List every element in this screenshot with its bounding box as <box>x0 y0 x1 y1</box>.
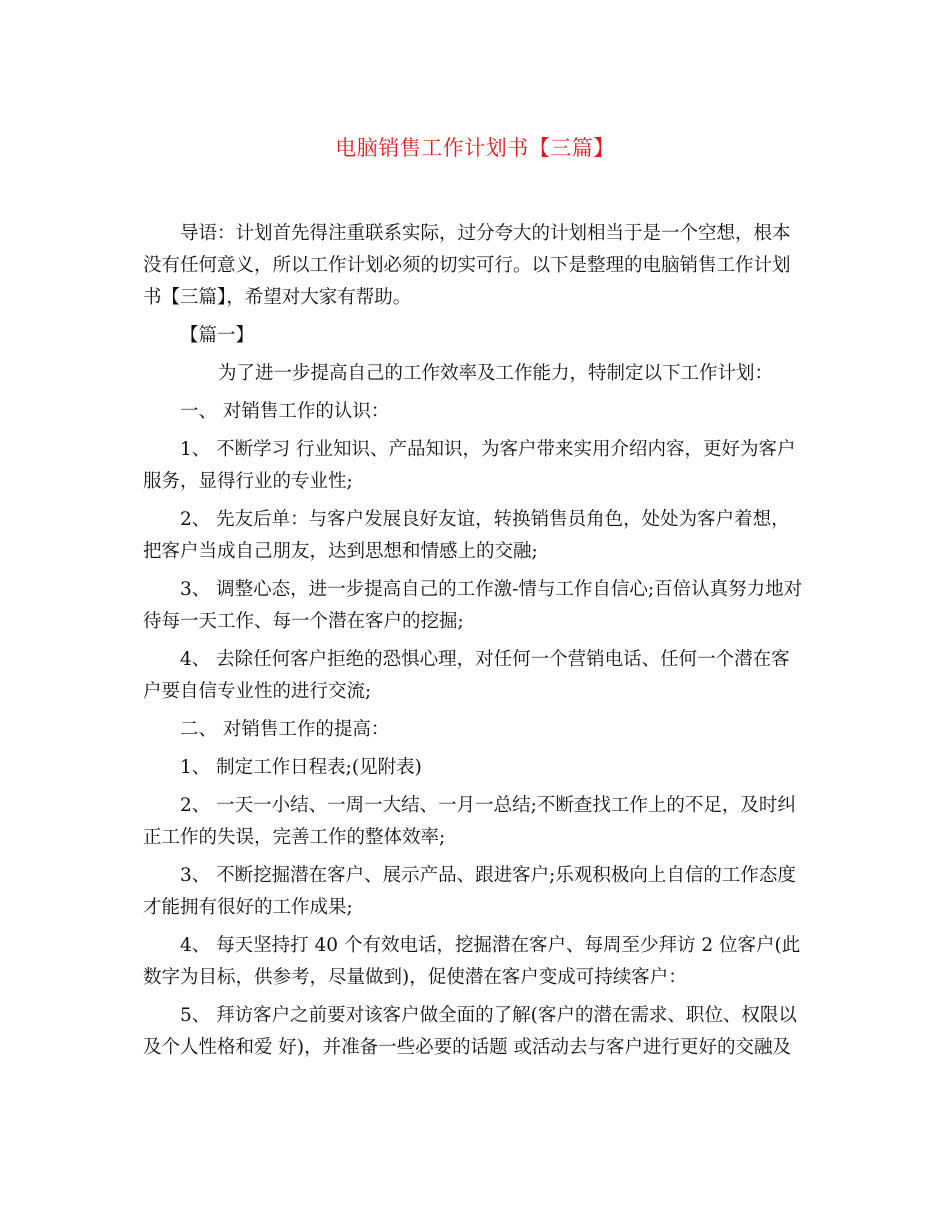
intro-paragraph: 导语：计划首先得注重联系实际，过分夸大的计划相当于是一个空想，根本没有任何意义，所以工作计划必须的切实可行。以下是整理的电脑销售工作计划书【三篇】，希望对大家有帮助。 <box>143 223 791 308</box>
section-heading-part-one: 【篇一】 <box>180 325 255 346</box>
document-body <box>143 218 808 1070</box>
section-heading-understanding: 一、 对销售工作的认识： <box>180 401 390 422</box>
document-title: 电脑销售工作计划书【三篇】 <box>335 136 615 160</box>
list-item: 5、 拜访客户之前要对该客户做全面的了解(客户的潜在需求、职位、权限以及个人性格和爱 好)，并准备一些必要的话题 或活动去与客户进行更好的交融及 <box>143 1005 797 1058</box>
list-item: 1、 不断学习 行业知识、产品知识，为客户带来实用介绍内容，更好为客户服务，显得行业的专业性; <box>143 439 796 492</box>
list-item: 1、 制定工作日程表;(见附表) <box>180 757 422 778</box>
list-item: 2、 先友后单：与客户发展良好友谊，转换销售员角色，处处为客户着想，把客户当成自己朋友，达到思想和情感上的交融; <box>143 509 790 562</box>
list-item: 4、 每天坚持打 40 个有效电话，挖掘潜在客户、每周至少拜访 2 位客户(此数字为目标，供参考，尽量做到)，促使潜在客户变成可持续客户： <box>143 935 801 988</box>
list-item: 3、 调整心态，进一步提高自己的工作激-情与工作自信心;百倍认真努力地对待每一天工作、每一个潜在客户的挖掘; <box>143 579 803 632</box>
list-item: 4、 去除任何客户拒绝的恐惧心理，对任何一个营销电话、任何一个潜在客户要自信专业性的进行交流; <box>143 649 790 702</box>
plan-intro-line: 为了进一步提高自己的工作效率及工作能力，特制定以下工作计划： <box>218 363 774 384</box>
section-heading-improvement: 二、 对销售工作的提高： <box>180 719 390 740</box>
list-item: 2、 一天一小结、一周一大结、一月一总结;不断查找工作上的不足，及时纠正工作的失误，完善工作的整体效率; <box>143 795 796 848</box>
list-item: 3、 不断挖掘潜在客户、展示产品、跟进客户;乐观积极向上自信的工作态度才能拥有很好的工作成果; <box>143 865 796 918</box>
